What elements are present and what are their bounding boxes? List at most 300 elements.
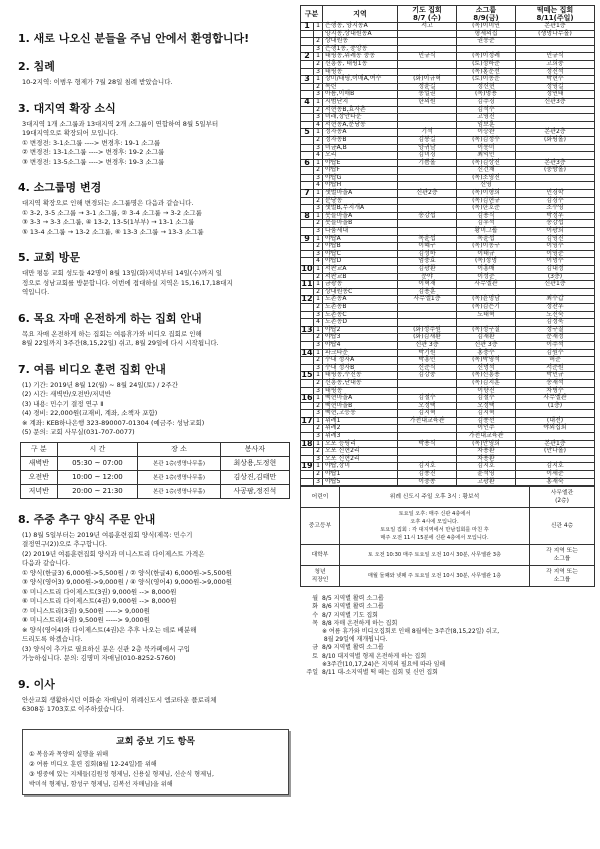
section-8-line: ⑦ 미니스트리(3권) 9,500원 -----> 9,000원: [22, 606, 150, 615]
small-group-cell: 사무엘관: [457, 281, 516, 289]
bread-meeting-cell: (중방홀): [516, 167, 595, 175]
subgroup-number-cell: 1: [314, 281, 323, 289]
prayer-meeting-cell: 이혜구: [398, 243, 457, 251]
table-row: [301, 545, 595, 566]
small-group-cell: (목)이미연: [457, 23, 516, 31]
subgroup-number-cell: 1: [314, 159, 323, 167]
small-group-cell: (목)이형희: [457, 190, 516, 198]
subgroup-number-cell: 4: [314, 152, 323, 160]
bread-meeting-cell: 고희중: [516, 60, 595, 68]
bread-meeting-cell: 이영준: [516, 250, 595, 258]
prayer-meeting-cell: 기석: [398, 129, 457, 137]
bread-meeting-cell: 박정우: [516, 212, 595, 220]
subgroup-number-cell: 3: [314, 91, 323, 99]
table-cell: 신관 4층: [530, 508, 595, 545]
district-cell: 야탑3: [323, 334, 398, 342]
prayer-meeting-cell: 가천대교육관: [398, 417, 457, 425]
bread-meeting-cell: 문재정: [516, 334, 595, 342]
table-cell: 어린이: [301, 487, 340, 508]
group-number-cell: 1: [301, 23, 314, 31]
table-row: [21, 484, 290, 498]
prayer-meeting-cell: 이혁재: [398, 281, 457, 289]
district-cell: 샛별마을A: [323, 190, 398, 198]
table-row: [301, 167, 595, 175]
district-cell: 상대원동: [323, 38, 398, 46]
small-group-cell: 이인주: [457, 425, 516, 433]
district-cell: 오포 신현2리: [323, 455, 398, 463]
table-header: 기도 집회 8/7 (수): [398, 6, 457, 23]
small-group-cell: (목)조영진: [457, 174, 516, 182]
subgroup-number-cell: 4: [314, 258, 323, 266]
table-cell: 위례 신도시 주일 오후 3시 : 황보석: [340, 487, 530, 508]
bread-meeting-cell: 정영길: [516, 83, 595, 91]
district-cell: 서현동B,효자촌: [323, 106, 398, 114]
subgroup-number-cell: 1: [314, 76, 323, 84]
small-group-cell: (토)이동운: [457, 76, 516, 84]
small-group-cell: (토)정하준: [457, 60, 516, 68]
bread-meeting-cell: 본관1층: [516, 23, 595, 31]
table-row: [301, 136, 595, 144]
section-3-line: 19대지역으로 확장되어 모입니다.: [22, 129, 119, 137]
subgroup-number-cell: 2: [314, 220, 323, 228]
district-cell: 야탑C: [323, 250, 398, 258]
prayer-meeting-cell: 김철수: [398, 395, 457, 403]
small-group-cell: 고광환: [457, 478, 516, 486]
small-group-cell: 권동준: [457, 38, 516, 46]
subgroup-number-cell: 1: [314, 372, 323, 380]
district-cell: 야탑G: [323, 174, 398, 182]
district-cell: 신흥동,단대동: [323, 379, 398, 387]
table-row: [301, 266, 595, 274]
bread-meeting-cell: 본관1층: [516, 440, 595, 448]
weekly-day: 주일: [306, 669, 318, 677]
prayer-meeting-cell: 엄충효: [398, 258, 457, 266]
section-8-line: (1) 8월 5일부터는 2019년 여름훈련집회 양식(제목: 민수기: [22, 530, 193, 539]
subgroup-number-cell: 2: [314, 334, 323, 342]
group-number-cell: 12: [301, 294, 313, 304]
table-row: [301, 487, 595, 508]
prayer-meeting-cell: (화)이규혁: [398, 76, 457, 84]
prayer-item: ② 여름 비디오 훈련 집회(8월 12-24일)를 위해: [29, 760, 157, 768]
bread-meeting-cell: 송재석: [516, 379, 595, 387]
bread-meeting-cell: 정구칠: [516, 326, 595, 334]
table-row: [301, 303, 595, 311]
weekly-item: [304, 653, 595, 661]
district-cell: 백현마을B: [323, 402, 398, 410]
subgroup-number-cell: 3: [314, 455, 323, 463]
prayer-meeting-cell: 김미경: [398, 152, 457, 160]
bread-meeting-cell: 서준원: [516, 364, 595, 372]
bread-meeting-cell: 박현수: [516, 76, 595, 84]
bread-meeting-cell: 이세준: [516, 471, 595, 479]
district-cell: 야탑B: [323, 243, 398, 251]
subgroup-number-cell: 2: [314, 288, 323, 296]
bread-meeting-cell: (만나홀): [516, 448, 595, 456]
small-group-cell: (목)정명: [457, 258, 516, 266]
prayer-box: [22, 729, 289, 795]
table-header: 구 분: [21, 442, 58, 456]
bread-meeting-cell: 본관3층: [516, 159, 595, 167]
prayer-meeting-cell: [398, 60, 457, 68]
section-5-line: 정으로 성남교회를 방문합니다. 이번에 접대하실 지역은 15,16,17,18대지: [22, 278, 233, 287]
subgroup-number-cell: 3: [314, 205, 323, 213]
section-4-body: [18, 199, 293, 237]
weekly-item: [304, 644, 595, 652]
section-7-line: (5) 문의: 교회 사무실(031-707-0077): [22, 428, 135, 436]
table-row: [301, 478, 595, 486]
group-number-cell: 9: [301, 235, 314, 243]
subgroup-number-cell: 1: [314, 53, 323, 61]
small-group-cell: (목)명용: [457, 91, 516, 99]
small-group-cell: 이승완: [457, 129, 516, 137]
bread-meeting-cell: [516, 38, 595, 46]
subgroup-number-cell: 3: [314, 45, 323, 53]
section-9-line: 안산교회 생활하시던 이화순 자매님이 위례신도시 엠코타운 플로리체: [22, 695, 217, 704]
section-8-line: ⑥ 미니스트리 다이제스트(4권) 9,000원 --> 8,000원: [22, 597, 177, 605]
prayer-item: 박미석 형제님, 함성구 형제님, 김복선 자매님)을 위해: [29, 780, 173, 788]
table-cell: 토요일 오후: 매주 신관 4층에서 오후 4시에 모입니다. 토요일 집회 : 각 대지역에서 만남집회를 마친 후 매주 오전 11시 15분에 신관 4층에서 모입니다.: [340, 508, 530, 545]
bread-meeting-cell: 민규식: [516, 53, 595, 61]
weekly-day: 월: [312, 595, 318, 603]
table-row: [21, 470, 290, 484]
subgroup-number-cell: 1: [314, 235, 323, 243]
group-number-cell: [301, 357, 314, 365]
prayer-meeting-cell: [398, 197, 457, 205]
bread-meeting-cell: 신관1층: [516, 281, 595, 289]
bread-meeting-cell: 신관3층: [516, 98, 595, 106]
section-7-line: (1) 기간: 2019년 8월 12(월) ~ 8월 24일(토) / 2주간: [22, 380, 179, 389]
district-schedule-table: [300, 5, 595, 486]
prayer-meeting-cell: 김봉길: [398, 136, 457, 144]
bread-meeting-cell: 정진석: [516, 68, 595, 76]
small-group-cell: 홍충수: [457, 349, 516, 357]
prayer-meeting-cell: 김강중: [398, 372, 457, 380]
small-group-cell: (목)김은기: [457, 303, 516, 311]
district-cell: 양지동,상대원동A: [323, 30, 398, 38]
left-column: [18, 22, 293, 795]
table-row: [301, 508, 595, 545]
subgroup-number-cell: 2: [314, 106, 323, 114]
table-cell: 최상용,도정현: [220, 456, 289, 470]
prayer-meeting-cell: 박흥민: [398, 357, 457, 365]
group-number-cell: [301, 379, 314, 387]
bread-meeting-cell: 이명수: [516, 258, 595, 266]
bread-meeting-cell: 홍재숙: [516, 478, 595, 486]
small-group-cell: 가천대교육관: [457, 433, 516, 441]
section-8-line: 가능하십니다. 문의: 김명미 자매님(010-8252-5760): [22, 654, 176, 662]
small-group-cell: 이향진: [457, 387, 516, 395]
bread-meeting-cell: (생명나무홀): [516, 30, 595, 38]
bread-meeting-cell: 허준: [516, 357, 595, 365]
district-cell: 야탑2: [323, 326, 398, 334]
district-cell: 정자동B: [323, 136, 398, 144]
small-group-cell: 김주경: [457, 98, 516, 106]
prayer-meeting-cell: 박기원: [398, 349, 457, 357]
section-9-title: 9. 이사: [18, 677, 55, 691]
group-number-cell: 13: [301, 324, 313, 334]
table-cell: 사공팜,정진석: [220, 484, 289, 498]
district-cell: 서현동A,분당동: [323, 121, 398, 129]
section-7-line: ※ 계좌: KEB하나은행 323-890007-01304 (예금주: 성남교회): [22, 418, 205, 427]
prayer-meeting-cell: 박용식: [398, 440, 457, 448]
district-cell: 태평동,수진동: [323, 372, 398, 380]
district-cell: 은행동, 양지동A: [323, 23, 398, 31]
subgroup-number-cell: 3: [314, 387, 323, 395]
table-row: [301, 144, 595, 152]
table-row: [301, 379, 595, 387]
small-group-cell: (목)한호준: [457, 205, 516, 213]
subgroup-number-cell: 1: [314, 349, 323, 357]
district-cell: 수내 정자A: [323, 357, 398, 365]
prayer-item: ① 복음과 목양의 실행을 위해: [29, 750, 109, 758]
section-6-title: 6. 목요 자매 온전하게 하는 집회 안내: [18, 311, 202, 325]
prayer-meeting-cell: (화)김재환: [398, 334, 457, 342]
section-8-line: 결정연구(2))으로 추구합니다.: [22, 540, 107, 548]
group-number-cell: [301, 83, 314, 91]
district-cell: 태평동: [323, 68, 398, 76]
small-group-cell: (목)김지훈: [457, 379, 516, 387]
prayer-meeting-cell: 김종진: [398, 471, 457, 479]
section-6-body: [18, 330, 293, 349]
small-group-cell: 오정택: [457, 402, 516, 410]
table-header: 소그룹 8/9(금): [457, 6, 516, 23]
prayer-meeting-cell: 김성하: [398, 250, 457, 258]
prayer-meeting-cell: [398, 106, 457, 114]
section-8-line: ※ 양식(영어4)와 다이제스트(4권)은 추후 나오는 데로 배분해: [22, 625, 197, 634]
bread-meeting-cell: [516, 174, 595, 182]
prayer-meeting-cell: 서고: [398, 23, 457, 31]
weekly-day: 토: [312, 652, 318, 660]
group-number-cell: [301, 243, 314, 251]
prayer-meeting-cell: 김지혁: [398, 410, 457, 418]
table-row: [21, 456, 290, 470]
district-cell: 야탑F: [323, 167, 398, 175]
section-3-line: ③ 변경전: 13-5소그룹 ----> 변경후: 19-3 소그룹: [22, 157, 165, 166]
district-cell: 목련: [323, 83, 398, 91]
subgroup-number-cell: 3: [314, 311, 323, 319]
district-cell: 오포 능평리: [323, 440, 398, 448]
district-cell: 야탑D: [323, 258, 398, 266]
section-7-title: 7. 여름 비디오 훈련 집회 안내: [18, 362, 166, 376]
weekly-item: [304, 620, 595, 628]
district-cell: 다움세대: [323, 228, 398, 236]
district-cell: 위례1: [323, 417, 398, 425]
weekly-day: 금: [312, 644, 318, 652]
district-cell: 샛별B,무지개A: [323, 205, 398, 213]
small-group-cell: (목)안영희: [457, 440, 516, 448]
subgroup-number-cell: 2: [314, 83, 323, 91]
prayer-meeting-cell: [398, 167, 457, 175]
bread-meeting-cell: 최수갑: [516, 296, 595, 304]
table-cell: 10:00 ~ 12:00: [57, 470, 138, 484]
prayer-meeting-cell: 양귀남: [398, 144, 457, 152]
table-cell: 매월 둘째와 넷째 주 토요일 오전 10시 30분, 사무엘관 1층: [340, 566, 530, 587]
table-cell: 중고등부: [301, 508, 340, 545]
small-group-cell: 김석수: [457, 106, 516, 114]
district-cell: 야탑H: [323, 182, 398, 190]
prayer-meeting-cell: 정윤길: [398, 83, 457, 91]
district-cell: 금광동: [323, 281, 398, 289]
district-cell: 도촌동D: [323, 319, 398, 327]
table-header: 떡떼는 집회 8/11(주일): [516, 6, 595, 23]
small-group-cell: 이동미: [457, 144, 516, 152]
table-header: 봉사자: [220, 442, 289, 456]
district-cell: 은행1동, 중앙동: [323, 45, 398, 53]
bread-meeting-cell: [516, 144, 595, 152]
subgroup-number-cell: 2: [314, 273, 323, 281]
subgroup-number-cell: 3: [314, 250, 323, 258]
prayer-meeting-cell: (화)정주원: [398, 326, 457, 334]
group-number-cell: 14: [301, 347, 313, 357]
table-cell: 각 지역 또는 소그룹: [530, 545, 595, 566]
table-cell: 본관 1층(생명나무홀): [138, 456, 221, 470]
group-number-cell: [301, 174, 314, 182]
district-cell: 시범단지: [323, 98, 398, 106]
group-number-cell: 7: [301, 190, 314, 198]
subgroup-number-cell: 2: [314, 303, 323, 311]
bread-meeting-cell: 김원수: [516, 349, 595, 357]
weekly-item: [304, 628, 595, 636]
prayer-meeting-cell: [398, 174, 457, 182]
subgroup-number-cell: 2: [314, 402, 323, 410]
bread-meeting-cell: [516, 114, 595, 122]
prayer-meeting-cell: [398, 425, 457, 433]
table-row: [301, 471, 595, 479]
weekly-text: 8/5 지역별 활력 소그룹: [322, 595, 384, 603]
section-4-line: ③ 3-3 → 3-3 소그룹, ④ 13-2, 13-5(1부부) → 13-1 소그룹: [22, 218, 195, 226]
section-6-line: 8월 22일까지 3주간(8,15,22일) 쉬고, 8월 29일에 다시 시작됩니다.: [22, 339, 219, 347]
table-row: [301, 23, 595, 31]
district-cell: 도촌동C: [323, 311, 398, 319]
subgroup-number-cell: 4: [314, 319, 323, 327]
bread-meeting-cell: 야외집회: [516, 425, 595, 433]
small-group-cell: 김용식: [457, 212, 516, 220]
small-group-cell: 신건채: [457, 167, 516, 175]
district-cell: 서판교A: [323, 266, 398, 274]
weekly-text: 8월 29일에 재개됩니다.: [322, 636, 388, 644]
section-8-line: 다음과 같습니다.: [22, 559, 71, 567]
subgroup-number-cell: 3: [314, 114, 323, 122]
small-group-cell: (목)정구칠: [457, 326, 516, 334]
subgroup-number-cell: 1: [314, 326, 323, 334]
district-cell: 위례3: [323, 433, 398, 441]
section-4-line: ① 3-2, 3-5 소그룹 → 3-1 소그룹, ② 3-4 소그룹 → 3-2 소그룹: [22, 208, 202, 217]
table-header: 장 소: [138, 442, 221, 456]
group-number-cell: [301, 106, 314, 114]
prayer-meeting-cell: 한의원: [398, 98, 457, 106]
weekly-text: 8/9 지역별 활력 소그룹: [322, 644, 384, 652]
bread-meeting-cell: 송강섭: [516, 220, 595, 228]
group-number-cell: 11: [301, 279, 313, 289]
section-4-line: 대지역 확장으로 인해 변경되는 소그룹명은 다음과 같습니다.: [22, 199, 194, 207]
district-cell: 아름,이매B: [323, 91, 398, 99]
section-5-body: [18, 269, 293, 298]
district-cell: 장미/태평,이매A,여수: [323, 76, 398, 84]
bread-meeting-cell: 김대정: [516, 266, 595, 274]
section-5-line: 역입니다.: [22, 288, 50, 296]
table-row: [301, 60, 595, 68]
group-number-cell: [301, 478, 314, 486]
group-number-cell: 10: [301, 264, 313, 273]
table-cell: 05:30 ~ 07:00: [57, 456, 138, 470]
bread-meeting-cell: 김지호: [516, 463, 595, 471]
small-group-cell: 김지호: [457, 463, 516, 471]
group-number-cell: [301, 136, 314, 144]
weekly-text: ※3주간(10,17,24)은 지역의 필요에 따라 임해: [322, 660, 446, 668]
subgroup-number-cell: 2: [314, 471, 323, 479]
subgroup-number-cell: 2: [314, 167, 323, 175]
table-cell: 오전반: [21, 470, 58, 484]
group-number-cell: [301, 402, 314, 410]
section-8-line: (2) 2019년 여름훈련집회 양식과 미니스트리 다이제스트 가격은: [22, 549, 205, 558]
subgroup-number-cell: 1: [314, 212, 323, 220]
small-group-cell: (목)신흥용: [457, 372, 516, 380]
prayer-meeting-cell: [398, 30, 457, 38]
bread-meeting-cell: 김영진: [516, 235, 595, 243]
ministry-table: [300, 486, 595, 587]
district-cell: 야탑1: [323, 471, 398, 479]
table-cell: 대학부: [301, 545, 340, 566]
subgroup-number-cell: 1: [314, 129, 323, 137]
table-header: 지역: [323, 6, 398, 23]
bread-meeting-cell: 김정욱: [516, 319, 595, 327]
table-cell: 사무엘관 (2층): [530, 487, 595, 508]
weekly-text: 8/11 대-소지역별 떡 떼는 집회 및 신언 집회: [322, 669, 438, 677]
district-cell: 백현,고등동: [323, 410, 398, 418]
district-cell: 도촌동A: [323, 296, 398, 304]
small-group-cell: 김종선: [457, 417, 516, 425]
section-8-line: (3) 양식이 추가로 필요하신 분은 신관 2층 북카페에서 구입: [22, 644, 191, 653]
district-cell: 미래,장안타운: [323, 114, 398, 122]
district-cell: 수내 정자B: [323, 364, 398, 372]
bread-meeting-cell: 박민규: [516, 372, 595, 380]
small-group-cell: 이태규: [457, 250, 516, 258]
district-cell: 분당동: [323, 197, 398, 205]
prayer-meeting-cell: [398, 311, 457, 319]
weekly-text: 8/6 지역별 활력 소그룹: [322, 603, 384, 611]
group-number-cell: 18: [301, 438, 313, 448]
district-cell: 봇들마을B: [323, 220, 398, 228]
bread-meeting-cell: 이광희: [516, 228, 595, 236]
bread-meeting-cell: 이주석: [516, 341, 595, 349]
table-cell: 김상진,김태만: [220, 470, 289, 484]
small-group-cell: 신명석: [457, 364, 516, 372]
subgroup-number-cell: 2: [314, 379, 323, 387]
section-5-line: 대만 펑동 교회 성도들 42명이 8월 13일(화)저녁부터 14일(수)까지 일: [22, 269, 223, 277]
small-group-cell: 신관 3층: [457, 341, 516, 349]
subgroup-number-cell: 2: [314, 60, 323, 68]
subgroup-number-cell: 1: [314, 266, 323, 274]
subgroup-number-cell: 1: [314, 98, 323, 106]
small-group-cell: (목)홍운선: [457, 68, 516, 76]
section-8-line: ③ 양식(영어3) 9,000원->9,000원 / ④ 양식(영어4) 9,000원->9,000원: [22, 578, 233, 586]
bread-meeting-cell: 민경학: [516, 190, 595, 198]
small-group-cell: 정신현: [457, 83, 516, 91]
section-3-line: 3대지역 1개 소그룹과 13대지역 2개 소그룹이 연합하여 8월 5일부터: [22, 119, 219, 128]
small-group-cell: (목)김정수: [457, 136, 516, 144]
subgroup-number-cell: 1: [314, 296, 323, 304]
prayer-meeting-cell: 김용훈: [398, 288, 457, 296]
group-number-cell: [301, 334, 314, 342]
group-number-cell: 4: [301, 98, 314, 106]
subgroup-number-cell: 1: [314, 23, 323, 31]
right-column: [300, 5, 595, 677]
bread-meeting-cell: (화평홀): [516, 136, 595, 144]
district-cell: 도촌동B: [323, 303, 398, 311]
subgroup-number-cell: 2: [314, 136, 323, 144]
bread-meeting-cell: (3층): [516, 273, 595, 281]
group-number-cell: [301, 167, 314, 175]
